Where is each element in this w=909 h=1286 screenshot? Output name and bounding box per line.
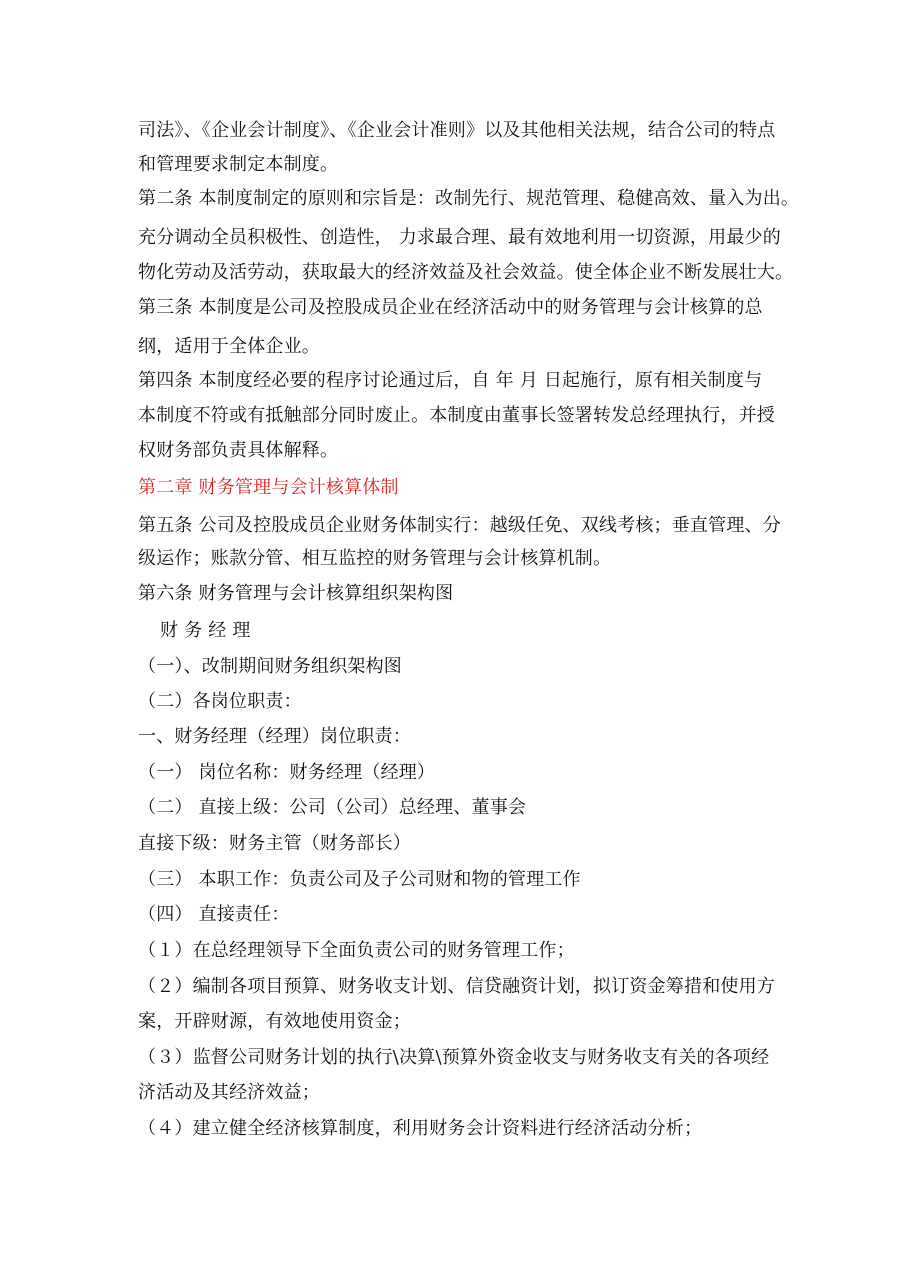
list-item: （３）监督公司财务计划的执行\决算\预算外资金收支与财务收支有关的各项经 [138,1047,770,1068]
text-line: （一） 岗位名称：财务经理（经理） [138,762,436,783]
text-line: 案，开辟财源，有效地使用资金； [138,1011,411,1032]
text-line: （二）各岗位职责： [138,691,302,712]
text-line: 物化劳动及活劳动，获取最大的经济效益及社会效益。使全体企业不断发展壮大。 [138,262,794,283]
org-chart-label: 财 务 经 理 [160,620,251,641]
article-5-line: 第五条 公司及控股成员企业财务体制实行：越级任免、双线考核；垂直管理、分 [138,515,781,536]
text-line: 权财务部负责具体解释。 [138,440,339,461]
text-line: 纲，适用于全体企业。 [138,336,320,357]
text-line: （四） 直接责任： [138,904,290,925]
list-item: （２）编制各项目预算、财务收支计划、信贷融资计划，拟订资金筹措和使用方 [138,976,775,997]
text-line: 直接下级：财务主管（财务部长） [138,833,411,854]
text-line: （三） 本职工作：负责公司及子公司财和物的管理工作 [138,869,581,890]
list-item: （１）在总经理领导下全面负责公司的财务管理工作； [138,940,575,961]
text-line: 济活动及其经济效益； [138,1082,320,1103]
text-line: 和管理要求制定本制度。 [138,154,339,175]
text-line: 充分调动全员积极性、创造性， 力求最合理、最有效地利用一切资源，用最少的 [138,227,781,248]
text-line: （二） 直接上级：公司（公司）总经理、董事会 [138,797,527,818]
article-4-line: 第四条 本制度经必要的程序讨论通过后，自 年 月 日起施行，原有相关制度与 [138,370,763,391]
text-line: 司法》、《企业会计制度》、《企业会计准则》以及其他相关法规，结合公司的特点 [138,120,776,141]
text-line: （一）、改制期间财务组织架构图 [138,656,402,677]
text-line: 级运作；账款分管、相互监控的财务管理与会计核算机制。 [138,548,612,569]
article-2-line: 第二条 本制度制定的原则和宗旨是：改制先行、规范管理、稳健高效、量入为出。 [138,188,800,209]
text-line: 本制度不符或有抵触部分同时废止。本制度由董事长签署转发总经理执行，并授 [138,405,775,426]
article-3-line: 第三条 本制度是公司及控股成员企业在经济活动中的财务管理与会计核算的总 [138,297,763,318]
list-item: （４）建立健全经济核算制度，利用财务会计资料进行经济活动分析； [138,1118,703,1139]
article-6-line: 第六条 财务管理与会计核算组织架构图 [138,583,454,604]
section-heading: 一、财务经理（经理）岗位职责： [138,726,411,747]
chapter-2-heading: 第二章 财务管理与会计核算体制 [138,477,399,498]
